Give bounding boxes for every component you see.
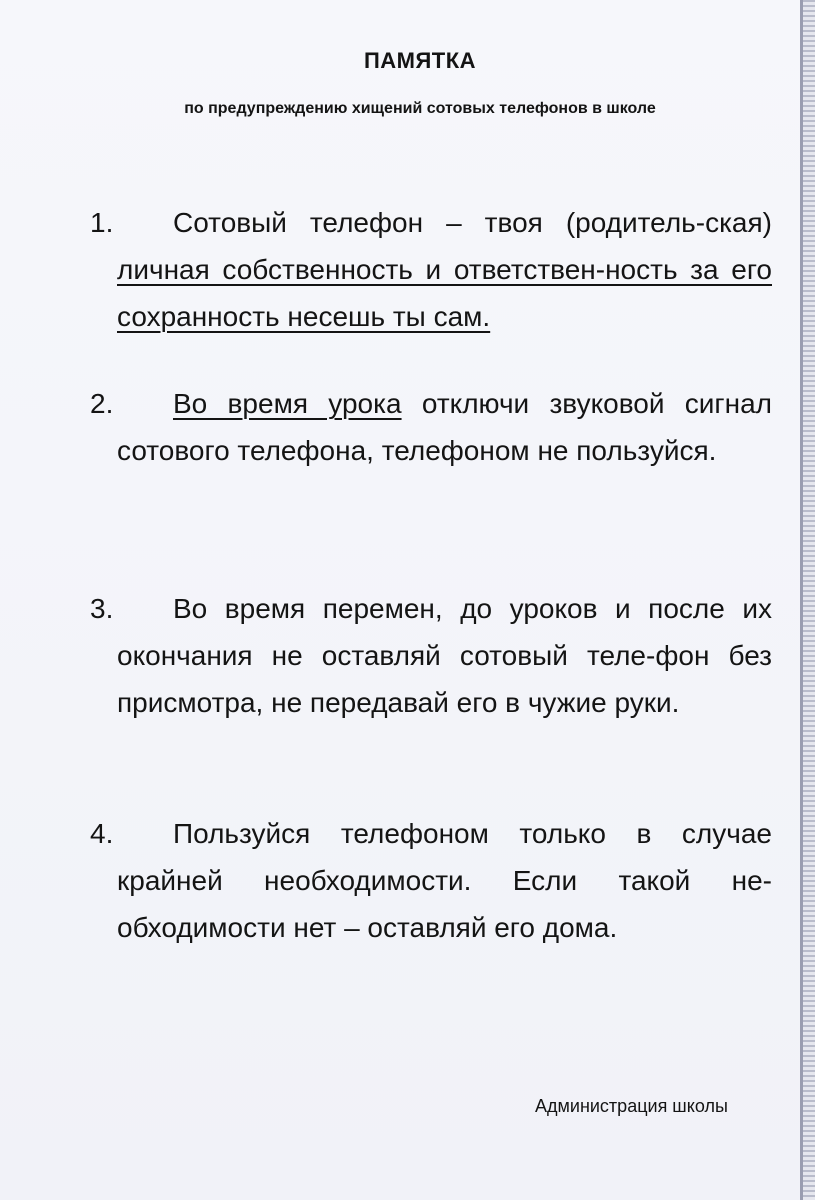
- page-edge: [800, 0, 815, 1200]
- item-4-number: 4.: [90, 818, 114, 849]
- item-2-plain-text: отключи звуковой сигнал сотового телефона, телефоном не пользуйся.: [117, 388, 773, 466]
- item-1-plain-text: Сотовый телефон – твоя (родитель-ская): [173, 207, 772, 238]
- item-4-plain-text: Пользуйся телефоном только в случае крайней необходимости. Если такой не-обходимости нет – оставляй его дома.: [117, 818, 772, 943]
- item-2-number: 2.: [90, 388, 114, 419]
- item-1-number: 1.: [90, 207, 114, 238]
- signature: Администрация школы: [535, 1096, 728, 1116]
- item-1-text: [117, 199, 772, 340]
- document-subtitle: по предупреждению хищений сотовых телефонов в школе: [184, 100, 656, 117]
- item-3-number: 3.: [90, 593, 114, 624]
- item-3-text: [117, 585, 772, 726]
- item-1-underlined-text: личная собственность и ответствен-ность за его сохранность несешь ты сам.: [117, 254, 772, 332]
- item-4-text: [117, 810, 772, 951]
- item-2-underlined-text: Во время урока: [173, 388, 402, 419]
- document-title: ПАМЯТКА: [363, 48, 477, 73]
- item-3-plain-text: Во время перемен, до уроков и после их окончания не оставляй сотовый теле-фон без присмотра, не передавай его в чужие руки.: [117, 593, 772, 718]
- item-2-text: [117, 380, 772, 474]
